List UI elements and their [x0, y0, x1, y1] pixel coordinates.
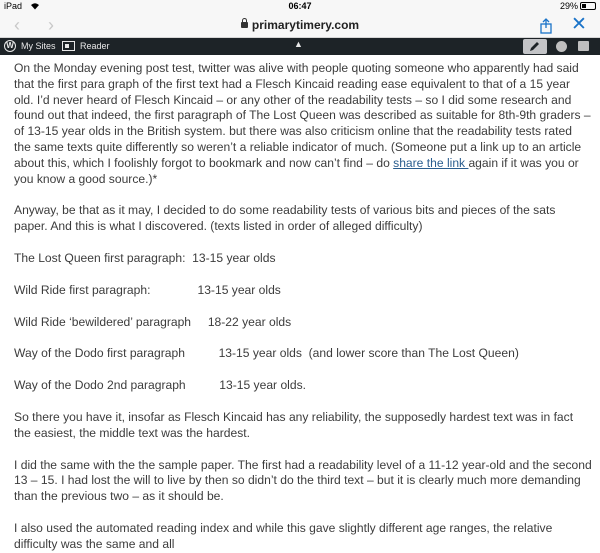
- device-label: iPad: [4, 1, 23, 11]
- paragraph-readability-tests: Anyway, be that as it may, I decided to do some readability tests of various bits and pieces of the sats paper. And this is what I discovered. (texts listed in order of alleged difficulty): [14, 203, 556, 234]
- lock-icon: [241, 22, 248, 28]
- paragraph-conclusion: So there you have it, insofar as Flesch Kincaid has any reliability, the supposedly hardest text was in fact the easiest, the middle text was the hardest.: [14, 409, 574, 440]
- result-wild-ride-bewildered: Wild Ride ‘bewildered’ paragraph 18-22 year olds: [14, 314, 292, 329]
- url-text: primarytimery.com: [251, 18, 360, 32]
- browser-nav-bar: [0, 13, 600, 38]
- pencil-icon: [529, 41, 541, 52]
- battery-icon: [580, 2, 596, 10]
- close-icon[interactable]: ✕: [571, 14, 587, 35]
- paragraph-automated-index: I also used the automated reading index and while this gave slightly different age ranges, the relative difficulty was the same and all: [14, 520, 553, 551]
- status-bar: [0, 0, 600, 13]
- reader-link[interactable]: Reader: [80, 41, 110, 51]
- result-dodo-second: Way of the Dodo 2nd paragraph 13-15 year olds.: [14, 378, 306, 393]
- battery-percentage: 29%: [559, 1, 578, 11]
- write-button[interactable]: [523, 39, 547, 54]
- article-body: [14, 61, 592, 551]
- share-the-link[interactable]: share the link: [393, 155, 469, 170]
- collapse-toolbar-icon[interactable]: ▲: [294, 39, 303, 49]
- forward-chevron-icon[interactable]: ›: [48, 15, 54, 35]
- reader-icon[interactable]: [62, 41, 75, 51]
- address-bar[interactable]: [0, 18, 600, 32]
- share-icon[interactable]: [538, 18, 554, 34]
- result-lost-queen: The Lost Queen first paragraph: 13-15 year olds: [14, 250, 276, 265]
- wordpress-logo-icon[interactable]: W: [4, 40, 16, 52]
- result-wild-ride-first: Wild Ride first paragraph: 13-15 year olds: [14, 282, 281, 297]
- clock: 06:47: [288, 1, 312, 11]
- my-sites-link[interactable]: My Sites: [21, 41, 56, 51]
- avatar[interactable]: [556, 41, 567, 52]
- paragraph-sample-paper: I did the same with the the sample paper. The first had a readability level of a 11-12 year-old and the second 13 – 15. I had lost the will to live by then so didn’t do the third text – but it is clearly much more demanding than the previous two – as it should be.: [14, 457, 592, 504]
- paragraph-intro: On the Monday evening post test, twitter was alive with people quoting someone who apparently had said that the first para graph of the first text had a Flesch Kincaid reading ease equivalent to that of a 15 year old. I’d never heard of Flesch Kincaid – or any other of the readability tests – so I did some research and found out that indeed, the first paragraph of The Lost Queen was described as suitable for 8th-9th graders – of 13-15 year olds in the British system. but there was also criticism online that the readability tests rated the same texts quite differently so weren’t a reliable indicator of much. (Someone put a link up to an article about this, which I foolishly forgot to bookmark and now can’t find – do share the link again if it was you or you know a good source.)*: [14, 61, 591, 186]
- result-dodo-first: Way of the Dodo first paragraph 13-15 year olds (and lower score than The Lost Queen): [14, 346, 519, 361]
- wp-admin-toolbar: [0, 38, 600, 55]
- notifications-icon[interactable]: [578, 41, 589, 51]
- back-chevron-icon[interactable]: ‹: [14, 15, 20, 35]
